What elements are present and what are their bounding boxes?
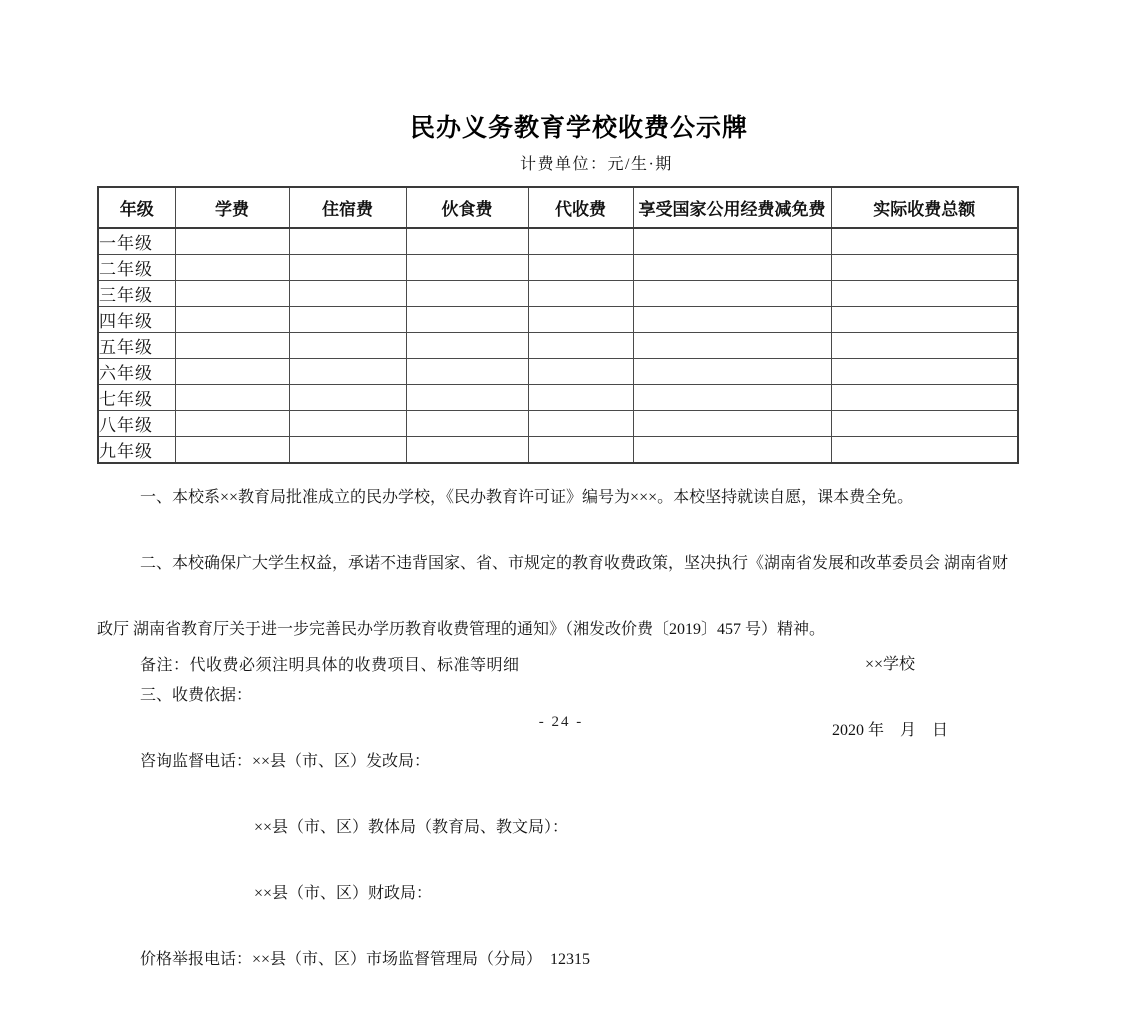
column-header-collect: 代收费	[528, 187, 633, 228]
empty-cell	[831, 255, 1018, 281]
note-item-3: 三、收费依据：	[140, 687, 253, 704]
grade-cell: 九年级	[98, 437, 175, 464]
empty-cell	[528, 307, 633, 333]
empty-cell	[633, 359, 831, 385]
table-row	[98, 385, 1018, 411]
column-header-total: 实际收费总额	[831, 187, 1018, 228]
table-row	[98, 333, 1018, 359]
empty-cell	[289, 281, 406, 307]
empty-cell	[831, 281, 1018, 307]
empty-cell	[406, 411, 528, 437]
page-title: 民办义务教育学校收费公示牌	[409, 114, 748, 142]
empty-cell	[175, 333, 289, 359]
grade-cell: 七年级	[98, 385, 175, 411]
empty-cell	[528, 333, 633, 359]
empty-cell	[175, 307, 289, 333]
remark-line: 备注：代收费必须注明具体的收费项目、标准等明细	[140, 657, 520, 674]
empty-cell	[406, 228, 528, 255]
empty-cell	[528, 385, 633, 411]
empty-cell	[175, 411, 289, 437]
consult-phone-line-1: 咨询监督电话：××县（市、区）发改局：	[140, 753, 431, 770]
table-row	[98, 307, 1018, 333]
grade-cell: 一年级	[98, 228, 175, 255]
signature-date: 2020 年 月 日	[831, 722, 948, 739]
empty-cell	[831, 359, 1018, 385]
empty-cell	[175, 281, 289, 307]
grade-cell: 三年级	[98, 281, 175, 307]
empty-cell	[528, 281, 633, 307]
billing-unit-label: 计费单位：元/生·期	[520, 156, 673, 173]
header-row	[98, 187, 1018, 228]
empty-cell	[831, 333, 1018, 359]
consult-phone-line-3: ××县（市、区）财政局：	[254, 885, 433, 902]
consult-phone-line-2: ××县（市、区）教体局（教育局、教文局）：	[254, 819, 569, 836]
empty-cell	[633, 228, 831, 255]
column-header-tuition: 学费	[175, 187, 289, 228]
empty-cell	[633, 255, 831, 281]
empty-cell	[528, 359, 633, 385]
empty-cell	[289, 333, 406, 359]
empty-cell	[175, 359, 289, 385]
empty-cell	[406, 385, 528, 411]
page-number: - 24 -	[538, 714, 584, 730]
empty-cell	[406, 333, 528, 359]
note-item-2-line-2: 政厅 湖南省教育厅关于进一步完善民办学历教育收费管理的通知》（湘发改价费〔2019〕457 号）精神。	[97, 621, 826, 638]
empty-cell	[289, 385, 406, 411]
column-header-grade: 年级	[98, 187, 175, 228]
empty-cell	[831, 307, 1018, 333]
empty-cell	[175, 228, 289, 255]
empty-cell	[831, 385, 1018, 411]
table-row	[98, 359, 1018, 385]
note-item-1: 一、本校系××教育局批准成立的民办学校，《民办教育许可证》编号为×××。本校坚持就读自愿，课本费全免。	[140, 489, 914, 506]
empty-cell	[406, 281, 528, 307]
empty-cell	[528, 411, 633, 437]
table-row	[98, 411, 1018, 437]
note-item-2-line-1: 二、本校确保广大学生权益，承诺不违背国家、省、市规定的教育收费政策，坚决执行《湖南省发展和改革委员会 湖南省财	[140, 555, 1009, 572]
price-report-phone-line: 价格举报电话：××县（市、区）市场监督管理局（分局） 12315	[140, 951, 591, 968]
fee-table	[97, 186, 1019, 464]
empty-cell	[633, 385, 831, 411]
empty-cell	[406, 359, 528, 385]
grade-cell: 二年级	[98, 255, 175, 281]
table-row	[98, 255, 1018, 281]
empty-cell	[831, 411, 1018, 437]
empty-cell	[289, 255, 406, 281]
signature-block	[788, 610, 992, 786]
empty-cell	[175, 385, 289, 411]
column-header-meals: 伙食费	[406, 187, 528, 228]
table-row	[98, 281, 1018, 307]
empty-cell	[406, 255, 528, 281]
empty-cell	[289, 411, 406, 437]
empty-cell	[633, 333, 831, 359]
grade-cell: 六年级	[98, 359, 175, 385]
empty-cell	[289, 359, 406, 385]
empty-cell	[633, 281, 831, 307]
empty-cell	[406, 307, 528, 333]
signature-school: ××学校	[864, 656, 916, 673]
grade-cell: 四年级	[98, 307, 175, 333]
empty-cell	[289, 307, 406, 333]
empty-cell	[633, 307, 831, 333]
grade-cell: 五年级	[98, 333, 175, 359]
column-header-subsidy: 享受国家公用经费减免费	[633, 187, 831, 228]
empty-cell	[175, 255, 289, 281]
table-row	[98, 228, 1018, 255]
empty-cell	[528, 255, 633, 281]
empty-cell	[831, 228, 1018, 255]
empty-cell	[289, 228, 406, 255]
empty-cell	[633, 411, 831, 437]
column-header-lodging: 住宿费	[289, 187, 406, 228]
empty-cell	[528, 228, 633, 255]
grade-cell: 八年级	[98, 411, 175, 437]
